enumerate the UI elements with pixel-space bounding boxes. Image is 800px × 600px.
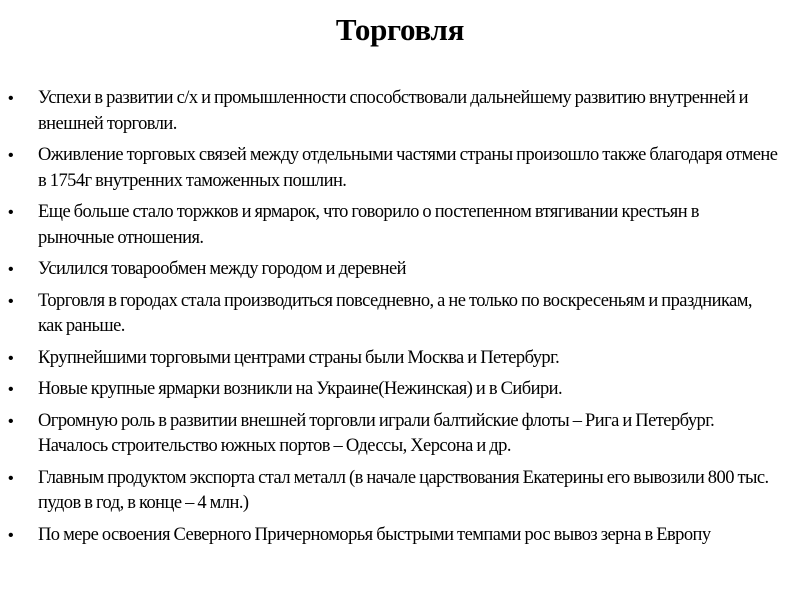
list-item: [0, 257, 800, 283]
bullet-icon: •: [8, 204, 14, 221]
list-item: [0, 346, 800, 372]
list-item-text: Еще больше стало торжков и ярмарок, что говорило о постепенном втягивании крестьян в рыночные отношения.: [38, 202, 699, 248]
list-item: [0, 409, 800, 460]
bullet-icon: •: [8, 412, 14, 430]
list-item: [0, 466, 800, 517]
list-item-text: Новые крупные ярмарки возникли на Украине(Нежинская) и в Сибири.: [38, 379, 563, 399]
bullet-list: [0, 86, 800, 554]
bullet-icon: •: [8, 147, 14, 164]
bullet-icon: •: [8, 349, 14, 367]
slide-title: Торговля: [335, 12, 465, 47]
list-item-text: Оживление торговых связей между отдельными частями страны произошло также благодаря отмене в 1754г внутренних таможенных пошлин.: [38, 145, 778, 191]
list-item-text: Торговля в городах стала производиться повседневно, а не только по воскресеньям и праздникам, как раньше.: [38, 290, 752, 336]
bullet-icon: •: [8, 469, 14, 487]
list-item: [0, 86, 800, 137]
bullet-icon: •: [8, 261, 14, 278]
list-item: [0, 143, 800, 194]
list-item: [0, 377, 800, 403]
list-item: [0, 289, 800, 340]
list-item-text: По мере освоения Северного Причерноморья быстрыми темпами рос вывоз зерна в Европу: [38, 524, 711, 545]
bullet-icon: •: [8, 90, 14, 107]
list-item: [0, 200, 800, 251]
list-item-text: Усилился товарообмен между городом и деревней: [38, 259, 406, 279]
list-item: [0, 523, 800, 549]
list-item-text: Крупнейшими торговыми центрами страны были Москва и Петербург.: [38, 347, 560, 368]
list-item-text: Успехи в развитии с/х и промышленности способствовали дальнейшему развитию внутренней и внешней торговли.: [38, 88, 749, 134]
bullet-icon: •: [8, 381, 14, 398]
bullet-icon: •: [8, 292, 14, 310]
bullet-icon: •: [8, 526, 14, 544]
list-item-text: Главным продуктом экспорта стал металл (в начале царствования Екатерины его вывозили 800 тыс. пудов в год, в конце – 4 млн.): [38, 467, 769, 513]
list-item-text: Огромную роль в развитии внешней торговли играли балтийские флоты – Рига и Петербург. Началось строительство южных портов – Одессы, Херсона и др.: [38, 410, 715, 456]
